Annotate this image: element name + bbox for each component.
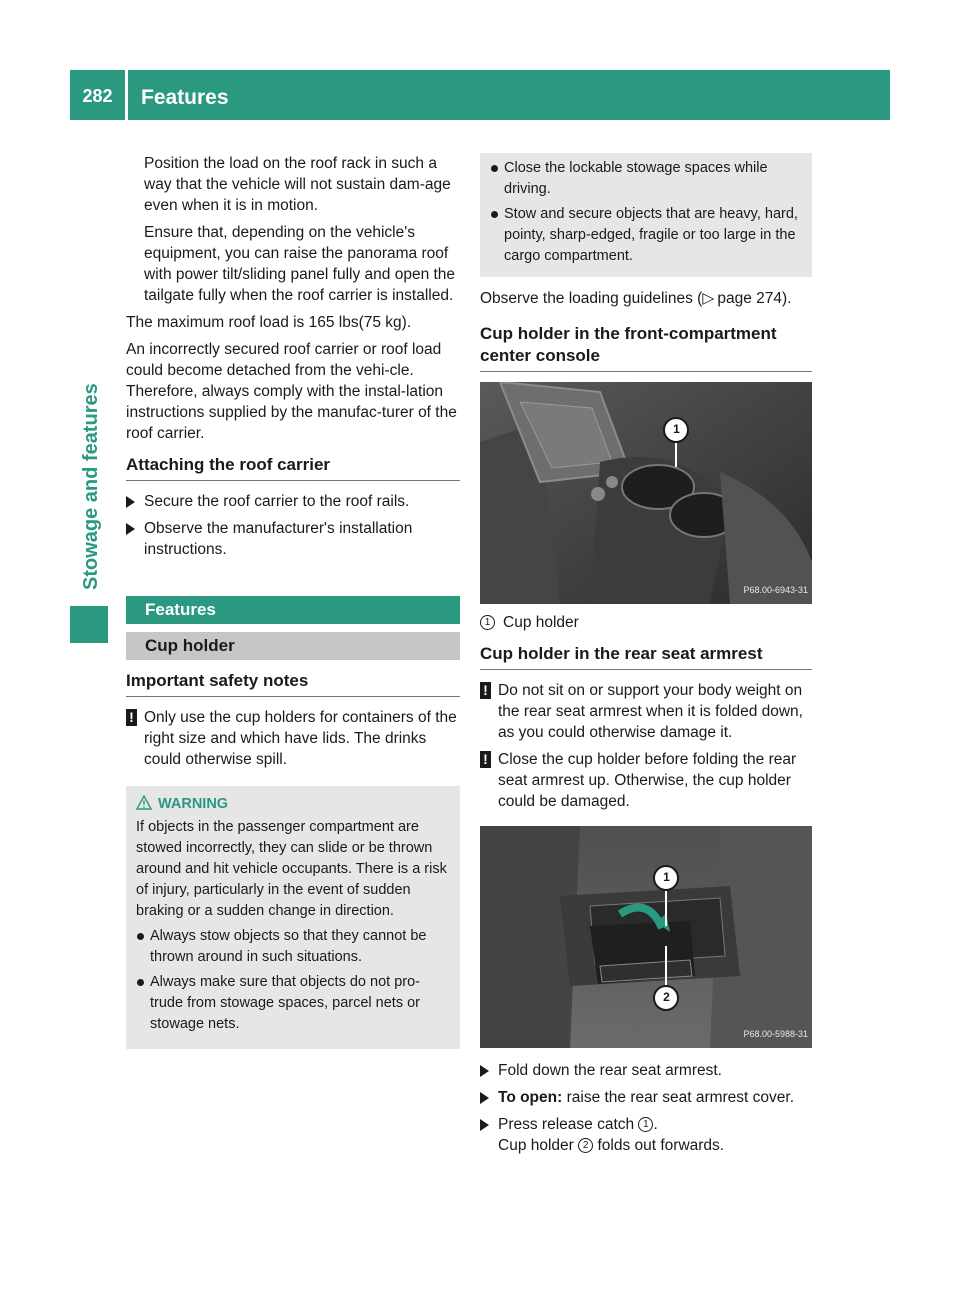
photo-callout-2: 2 xyxy=(663,990,670,1004)
heading-safety-notes: Important safety notes xyxy=(126,670,460,697)
callout-2-icon: 2 xyxy=(578,1138,593,1153)
instruction-text: raise the rear seat armrest cover. xyxy=(566,1089,795,1106)
info-box xyxy=(480,153,812,277)
photo-rear-armrest xyxy=(480,826,812,1048)
paragraph-incorrect: An incorrectly secured roof carrier or roof load could become detached from the vehi-cle. Therefore, always comply with the instal-lation instructions supplied by the manufac-turer of the roof carrier. xyxy=(126,341,457,442)
paragraph-max-load: The maximum roof load is 165 lbs(75 kg). xyxy=(126,314,412,331)
arrow-right-icon xyxy=(126,523,135,535)
note-text: Only use the cup holders for containers of the right size and which have lids. The drinks could otherwise spill. xyxy=(144,709,457,768)
info-bullet xyxy=(490,158,802,200)
instruction-label: To open: xyxy=(498,1089,563,1106)
section-bar-features: Features xyxy=(126,596,460,624)
header-separator xyxy=(125,70,128,120)
photo-reference-code: P68.00-6943-31 xyxy=(743,585,808,595)
bullet-dot-icon xyxy=(137,933,144,940)
notice-icon: ! xyxy=(480,751,491,768)
arrow-right-icon xyxy=(480,1065,489,1077)
photo-reference-code: P68.00-5988-31 xyxy=(743,1029,808,1039)
photo-front-console xyxy=(480,382,812,604)
notice-icon: ! xyxy=(480,682,491,699)
warning-box xyxy=(126,786,460,1049)
page-reference-arrow-icon: ▷ xyxy=(702,290,718,307)
photo-rear-armrest-illustration xyxy=(480,826,812,1048)
page-title: Features xyxy=(141,86,229,109)
section-bar-cup-holder: Cup holder xyxy=(126,632,460,660)
photo-front-console-illustration xyxy=(480,382,812,604)
bullet-text: Stow and secure objects that are heavy, hard, pointy, sharp-edged, fragile or too large in the cargo compartment. xyxy=(504,206,798,264)
bullet-text: Always make sure that objects do not pro-trude from stowage spaces, parcel nets or stowage nets. xyxy=(150,974,420,1032)
instruction-fold-down xyxy=(480,1060,812,1081)
heading-rear-cup-holder: Cup holder in the rear seat armrest xyxy=(480,643,812,670)
arrow-right-icon xyxy=(480,1092,489,1104)
right-column xyxy=(480,153,812,1162)
instruction-press-release xyxy=(480,1114,812,1156)
heading-front-cup-holder: Cup holder in the front-compartment center console xyxy=(480,323,812,372)
bullet-text: Always stow objects so that they cannot be thrown around in such situations. xyxy=(150,928,427,965)
warning-bullet xyxy=(136,972,450,1035)
photo-callout-1: 1 xyxy=(673,422,680,436)
paragraph-ensure: Ensure that, depending on the vehicle's equipment, you can raise the panorama roof with power tilt/sliding panel fully and open the tailgate fully when the roof carrier is installed. xyxy=(144,224,456,304)
page-reference-link[interactable]: page 274 xyxy=(717,290,782,307)
note-text: Close the cup holder before folding the rear seat armrest up. Otherwise, the cup holder could be damaged. xyxy=(498,751,797,810)
paragraph-loading-guidelines xyxy=(480,288,812,309)
note-close-cup-holder xyxy=(480,749,812,812)
instruction-text: Fold down the rear seat armrest. xyxy=(498,1062,722,1079)
paragraph-position-load: Position the load on the roof rack in such a way that the vehicle will not sustain dam-age even when it is in motion. xyxy=(144,155,451,214)
bullet-dot-icon xyxy=(137,979,144,986)
instruction-text: Cup holder xyxy=(498,1137,574,1154)
instruction-text: Secure the roof carrier to the roof rails. xyxy=(144,493,410,510)
warning-bullet xyxy=(136,926,450,968)
info-bullet xyxy=(490,204,802,267)
page-number: 282 xyxy=(82,86,113,106)
warning-title xyxy=(158,794,450,815)
bullet-dot-icon xyxy=(491,211,498,218)
sidebar-section-label: Stowage and features xyxy=(80,383,102,590)
instruction-to-open xyxy=(480,1087,812,1108)
sidebar-tab-marker xyxy=(70,606,108,643)
arrow-right-icon xyxy=(480,1119,489,1131)
left-column xyxy=(126,153,460,1049)
instruction-secure xyxy=(126,491,460,512)
warning-triangle-icon xyxy=(136,795,152,811)
instruction-suffix: . xyxy=(653,1116,658,1133)
callout-label: Cup holder xyxy=(503,614,579,631)
notice-icon: ! xyxy=(126,709,137,726)
bullet-dot-icon xyxy=(491,165,498,172)
note-text: Do not sit on or support your body weight on the rear seat armrest when it is folded down, as you could otherwise damage it. xyxy=(498,682,803,741)
callout-legend xyxy=(480,612,812,633)
note-only-use xyxy=(126,707,460,770)
callout-1-icon: 1 xyxy=(638,1117,653,1132)
instruction-text: Press release catch xyxy=(498,1116,635,1133)
arrow-right-icon xyxy=(126,496,135,508)
warning-title-text: WARNING xyxy=(158,796,229,812)
heading-attaching: Attaching the roof carrier xyxy=(126,454,460,481)
instruction-text: Observe the manufacturer's installation instructions. xyxy=(144,520,413,558)
instruction-text: folds out forwards. xyxy=(597,1137,725,1154)
warning-text: If objects in the passenger compartment are stowed incorrectly, they can slide or be thrown around and hit vehicle occupants. There is a risk of injury, particularly in the event of sudden braking or a sudden change in direction. xyxy=(136,819,447,919)
photo-callout-1: 1 xyxy=(663,870,670,884)
text-prefix: Observe the loading guidelines ( xyxy=(480,290,703,307)
text-suffix: ). xyxy=(782,290,792,307)
bullet-text: Close the lockable stowage spaces while driving. xyxy=(504,160,768,197)
note-do-not-sit xyxy=(480,680,812,743)
callout-1-icon: 1 xyxy=(480,615,495,630)
instruction-observe xyxy=(126,518,460,560)
